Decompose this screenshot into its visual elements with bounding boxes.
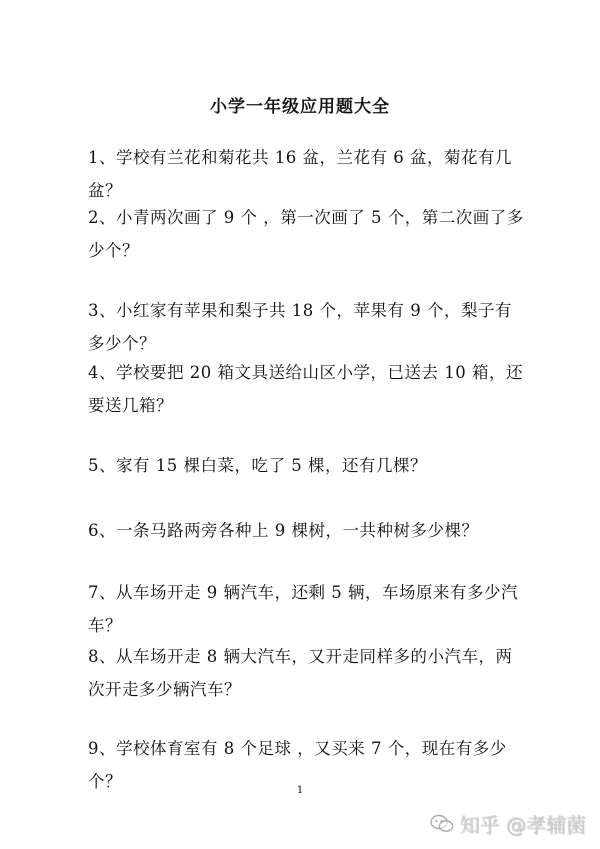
page-number: 1 xyxy=(296,785,304,796)
question-1: 1、学校有兰花和菊花共 16 盆，兰花有 6 盆，菊花有几盆？ xyxy=(88,148,512,200)
question-3: 3、小红家有苹果和梨子共 18 个，苹果有 9 个，梨子有多少个？ xyxy=(88,301,512,353)
question-8: 8、从车场开走 8 辆大汽车，又开走同样多的小汽车，两次开走多少辆汽车？ xyxy=(88,647,513,699)
question-2: 2、小青两次画了 9 个 ，第一次画了 5 个，第二次画了多少个？ xyxy=(88,208,524,260)
question-9: 9、学校体育室有 8 个足球 ，又买来 7 个，现在有多少个？ xyxy=(88,739,507,791)
question-6: 6、一条马路两旁各种上 9 棵树，一共种树多少棵？ xyxy=(88,521,479,540)
question-4: 4、学校要把 20 箱文具送给山区小学，已送去 10 箱，还要送几箱？ xyxy=(88,363,523,415)
wechat-icon xyxy=(430,814,454,834)
watermark xyxy=(430,809,586,838)
page-title: 小学一年级应用题大全 xyxy=(210,97,390,117)
watermark-text: 知乎 @孝辅菌 xyxy=(459,813,586,837)
question-7: 7、从车场开走 9 辆汽车，还剩 5 辆，车场原来有多少汽车？ xyxy=(88,583,518,635)
question-5: 5、家有 15 棵白菜，吃了 5 棵，还有几棵？ xyxy=(88,456,427,475)
